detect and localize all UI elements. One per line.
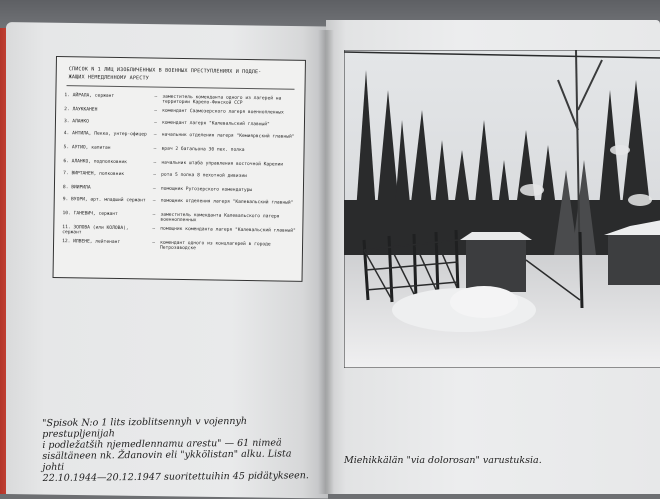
document-entry: [62, 239, 296, 253]
book-gutter: [318, 30, 334, 494]
entry-dash: –: [153, 132, 157, 138]
left-caption: [42, 415, 311, 484]
entry-name: 6. АЛАНКО, подполковник: [63, 159, 127, 166]
entry-name: 4. АНТИЛА, Пекка, унтер-офицер: [63, 131, 147, 138]
entry-name: 5. АУТИО, капитан: [63, 145, 111, 151]
document-entry: [62, 225, 296, 239]
entry-name: 10. ГАНЕВИЧ, сержант: [62, 211, 118, 217]
entry-name: 3. АЛАНКО: [63, 119, 89, 125]
photo-illustration: [344, 50, 660, 368]
entry-role: помощник Ругозерского комендатуры: [160, 186, 253, 194]
document-entry: [64, 131, 298, 145]
document-heading-line: СПИСОК N 1 ЛИЦ ИЗОБЛИЧЕННЫХ В ВОЕННЫХ ПРЕСТУПЛЕНИЯХ И ПОДЛЕ-: [68, 66, 262, 76]
entry-role: помощник коменданта лагеря "Калевальский главный": [160, 226, 296, 234]
entry-role: комендант лагеря "Калевальский главный": [161, 120, 270, 128]
entry-role: заместитель коменданта Калевальского лагеря военнопленных: [160, 212, 280, 224]
entry-dash: –: [154, 94, 158, 100]
document-entry: [64, 93, 298, 107]
entry-role: рота 5 полка 8 пехотной дивизии: [161, 172, 247, 180]
entry-dash: –: [153, 120, 157, 126]
entry-role: врач 2 батальона 30 пех. полка: [161, 146, 245, 153]
document-entry: [63, 145, 297, 159]
caption-line: "Spisok N:o 1 lits izoblitsennyh v vojennyh prestupljenijah: [42, 415, 247, 440]
entry-name: 9. ВУОРИ, арт. младший сержант: [62, 197, 146, 204]
entry-dash: –: [153, 172, 156, 178]
entry-role: комендант Саамозерского лагеря военнопленных: [162, 108, 284, 116]
entry-dash: –: [152, 198, 156, 204]
entry-role: заместитель коменданта одного из лагерей на территории Карело-Финской ССР: [162, 94, 282, 106]
caption-line: i podležatših njemedlennamu arestu" — 61 nimeä: [42, 437, 282, 451]
document-scan: [53, 56, 306, 282]
document-entry: [63, 171, 297, 185]
winter-camp-photo: [344, 50, 660, 368]
entry-name: 11. ЗОЛОВА (или КОЛОВА), сержант: [62, 225, 129, 236]
entry-name: 7. ВИРТАНЕН, полковник: [63, 171, 125, 178]
entry-dash: –: [153, 146, 157, 152]
caption-line: 22.10.1944—20.12.1947 suoritettuihin 45 pidätykseen.: [42, 470, 309, 484]
entry-name: 1. АЙРАЛА, сержант: [64, 93, 115, 99]
entry-dash: –: [154, 108, 157, 114]
entry-role: начальник штаба управления восточной Карелии: [161, 160, 284, 168]
document-entry: [63, 197, 297, 211]
entry-dash: –: [152, 186, 156, 192]
entry-role: помощник отделения лагеря "Калевальский главный": [160, 198, 294, 206]
document-divider: [67, 85, 295, 90]
right-caption: Miehikkälän "via dolorosan" varustuksia.: [344, 455, 542, 466]
entry-name: 2. ЛАУККАНЕН: [64, 107, 98, 113]
entry-dash: –: [152, 240, 155, 246]
entry-dash: –: [153, 160, 157, 166]
entry-role: начальник отделения лагеря "Кемиярвский главный": [161, 132, 295, 140]
document-heading: [69, 65, 295, 85]
document-entry: [62, 211, 296, 225]
entry-role: комендант одного из концлагерей в городе Петрозаводске: [159, 240, 271, 252]
entry-name: 12. ИЛВЕНЕ, лейтенант: [62, 239, 121, 246]
entry-name: 8. ВИИРИЛА: [62, 185, 91, 191]
caption-line: sisältäneen nk. Ždanovin eli "ykkölistan" alku. Lista johti: [42, 448, 292, 473]
entry-dash: –: [152, 226, 156, 232]
document-heading-line: ЖАЩИХ НЕМЕДЛЕННОМУ АРЕСТУ: [68, 74, 149, 82]
entry-dash: –: [152, 212, 156, 218]
